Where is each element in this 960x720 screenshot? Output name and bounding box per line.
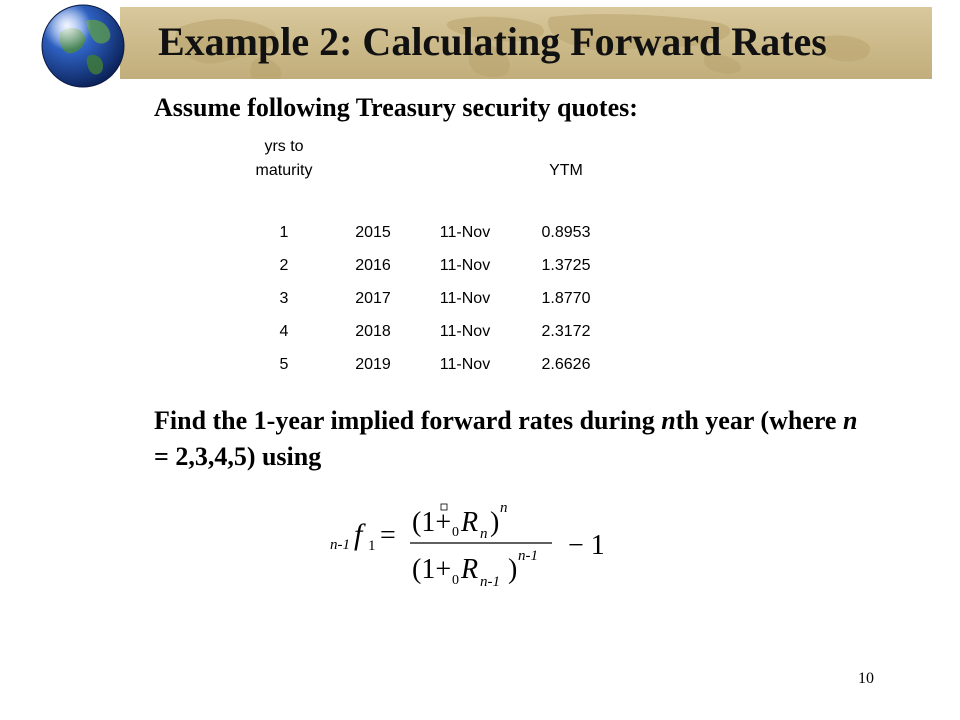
table-row <box>238 348 618 381</box>
cell-years: 1 <box>279 223 289 241</box>
slide-title: Example 2: Calculating Forward Rates <box>158 19 827 64</box>
spacer-row <box>238 183 618 216</box>
cell-date: 11-Nov <box>439 256 491 274</box>
instruction-n-1: n <box>661 406 676 435</box>
cell-year: 2015 <box>355 223 391 241</box>
cell-year: 2017 <box>355 289 391 307</box>
cell-date: 11-Nov <box>439 223 491 241</box>
numerator-close: ) <box>490 507 500 538</box>
table-row <box>238 282 618 315</box>
cell-ytm: 1.3725 <box>541 256 591 274</box>
cell-ytm: 2.6626 <box>541 355 591 373</box>
header-ytm-label: YTM <box>549 162 583 179</box>
denominator-close: ) <box>508 554 518 585</box>
denominator-pre-subscript: 0 <box>452 573 459 588</box>
denominator-exponent: n-1 <box>518 548 538 564</box>
instruction-text <box>154 403 874 475</box>
table-row <box>238 315 618 348</box>
header-empty-2 <box>416 135 514 183</box>
cell-year: 2018 <box>355 322 391 340</box>
header-ytm <box>514 135 618 183</box>
numerator-pre-subscript: 0 <box>452 525 459 540</box>
cell-years: 4 <box>279 322 289 340</box>
lhs-pre-subscript: n-1 <box>330 537 350 553</box>
cell-years: 3 <box>279 289 289 307</box>
cell-ytm: 1.8770 <box>541 289 591 307</box>
cell-date: 11-Nov <box>439 289 491 307</box>
instruction-part-1: Find the 1-year implied forward rates during <box>154 406 662 435</box>
denominator-subscript: n-1 <box>480 574 500 590</box>
treasury-quotes-table <box>238 135 618 381</box>
cell-years: 2 <box>279 256 289 274</box>
header-empty-1 <box>330 135 416 183</box>
cell-ytm: 0.8953 <box>541 223 591 241</box>
cell-year: 2016 <box>355 256 391 274</box>
header-line-1: yrs to <box>264 138 304 155</box>
numerator-exponent: n <box>500 500 508 516</box>
globe-icon <box>40 3 126 89</box>
cell-date: 11-Nov <box>439 322 491 340</box>
instruction-n-2: n <box>842 406 858 435</box>
page-number: 10 <box>858 670 874 687</box>
numerator-subscript: n <box>480 526 488 542</box>
denominator-variable: R <box>461 554 479 585</box>
cell-year: 2019 <box>355 355 391 373</box>
subtitle: Assume following Treasury security quotes: <box>154 93 638 122</box>
table-header-row <box>238 135 618 183</box>
denominator-open: (1+ <box>412 554 452 585</box>
table-row <box>238 249 618 282</box>
cell-date: 11-Nov <box>439 355 491 373</box>
lhs-variable: f <box>354 518 363 551</box>
header-yrs-to-maturity <box>238 135 330 183</box>
forward-rate-formula <box>330 498 630 598</box>
lhs-subscript: 1 <box>368 538 376 554</box>
numerator-open: (1+ <box>412 507 452 538</box>
header-line-2: maturity <box>255 162 313 179</box>
instruction-part-2: th year (where <box>675 406 843 435</box>
instruction-part-3: = 2,3,4,5) using <box>154 442 322 471</box>
equals-sign: = <box>380 520 396 551</box>
table-body <box>238 216 618 381</box>
minus-one: − 1 <box>568 530 605 561</box>
numerator-variable: R <box>461 507 479 538</box>
cell-years: 5 <box>279 355 289 373</box>
cell-ytm: 2.3172 <box>541 322 591 340</box>
table-row <box>238 216 618 249</box>
